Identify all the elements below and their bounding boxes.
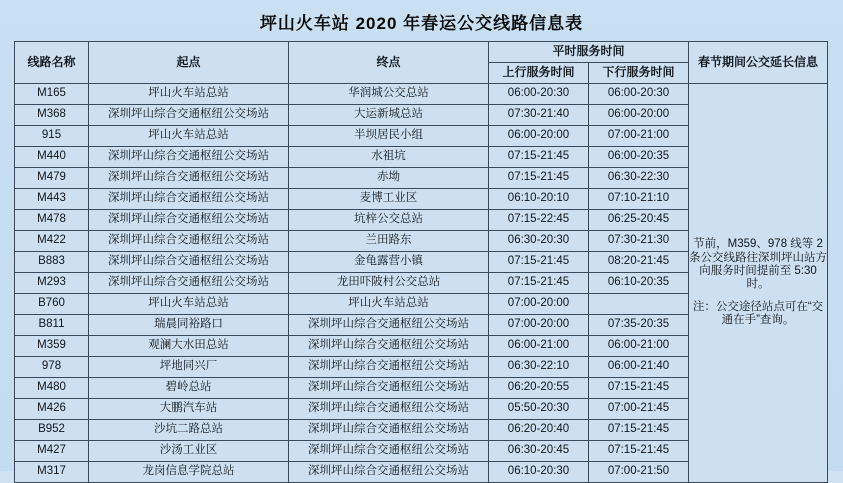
cell-up: 06:00-20:30 bbox=[489, 84, 589, 105]
cell-up: 07:15-21:45 bbox=[489, 147, 589, 168]
cell-up: 06:10-20:10 bbox=[489, 189, 589, 210]
cell-line-name: M293 bbox=[15, 273, 89, 294]
cell-up: 07:30-21:40 bbox=[489, 105, 589, 126]
cell-end: 赤坳 bbox=[289, 168, 489, 189]
cell-up: 06:20-20:40 bbox=[489, 420, 589, 441]
cell-down: 06:10-20:35 bbox=[589, 273, 689, 294]
cell-start: 沙坑二路总站 bbox=[89, 420, 289, 441]
bus-line-table bbox=[14, 41, 828, 483]
cell-down: 07:15-21:45 bbox=[589, 441, 689, 462]
cell-down: 06:00-20:00 bbox=[589, 105, 689, 126]
cell-line-name: B883 bbox=[15, 252, 89, 273]
cell-up: 07:15-21:45 bbox=[489, 252, 589, 273]
cell-down bbox=[589, 294, 689, 315]
cell-start: 大鹏汽车站 bbox=[89, 399, 289, 420]
cell-up: 07:15-22:45 bbox=[489, 210, 589, 231]
cell-up: 06:00-21:00 bbox=[489, 336, 589, 357]
cell-up: 06:20-20:55 bbox=[489, 378, 589, 399]
cell-end: 深圳坪山综合交通枢纽公交场站 bbox=[289, 357, 489, 378]
cell-start: 深圳坪山综合交通枢纽公交场站 bbox=[89, 105, 289, 126]
cell-end: 深圳坪山综合交通枢纽公交场站 bbox=[289, 315, 489, 336]
cell-up: 06:30-22:10 bbox=[489, 357, 589, 378]
cell-down: 08:20-21:45 bbox=[589, 252, 689, 273]
cell-start: 观澜大水田总站 bbox=[89, 336, 289, 357]
cell-up: 05:50-20:30 bbox=[489, 399, 589, 420]
cell-end: 深圳坪山综合交通枢纽公交场站 bbox=[289, 399, 489, 420]
cell-start: 坪山火车站总站 bbox=[89, 84, 289, 105]
cell-start: 瑞晨同裕路口 bbox=[89, 315, 289, 336]
cell-end: 深圳坪山综合交通枢纽公交场站 bbox=[289, 378, 489, 399]
cell-end: 深圳坪山综合交通枢纽公交场站 bbox=[289, 420, 489, 441]
cell-start: 深圳坪山综合交通枢纽公交场站 bbox=[89, 147, 289, 168]
cell-extension-note bbox=[689, 84, 828, 483]
cell-line-name: M426 bbox=[15, 399, 89, 420]
cell-line-name: B952 bbox=[15, 420, 89, 441]
cell-line-name: M422 bbox=[15, 231, 89, 252]
cell-down: 06:00-20:35 bbox=[589, 147, 689, 168]
cell-start: 深圳坪山综合交通枢纽公交场站 bbox=[89, 210, 289, 231]
cell-end: 深圳坪山综合交通枢纽公交场站 bbox=[289, 441, 489, 462]
cell-down: 06:00-20:30 bbox=[589, 84, 689, 105]
cell-line-name: M368 bbox=[15, 105, 89, 126]
note-paragraph-2: 注：公交途径站点可在“交通在手”查询。 bbox=[692, 301, 824, 327]
cell-up: 07:00-20:00 bbox=[489, 315, 589, 336]
cell-end: 深圳坪山综合交通枢纽公交场站 bbox=[289, 336, 489, 357]
cell-line-name: M165 bbox=[15, 84, 89, 105]
cell-down: 06:00-21:00 bbox=[589, 336, 689, 357]
cell-end: 华润城公交总站 bbox=[289, 84, 489, 105]
cell-end: 水祖坑 bbox=[289, 147, 489, 168]
cell-line-name: 978 bbox=[15, 357, 89, 378]
cell-end: 麦博工业区 bbox=[289, 189, 489, 210]
cell-end: 大运新城总站 bbox=[289, 105, 489, 126]
cell-start: 深圳坪山综合交通枢纽公交场站 bbox=[89, 189, 289, 210]
cell-end: 龙田吓陂村公交总站 bbox=[289, 273, 489, 294]
cell-line-name: M480 bbox=[15, 378, 89, 399]
cell-up: 06:00-20:00 bbox=[489, 126, 589, 147]
cell-up: 06:10-20:30 bbox=[489, 462, 589, 483]
cell-end: 深圳坪山综合交通枢纽公交场站 bbox=[289, 462, 489, 483]
cell-down: 06:25-20:45 bbox=[589, 210, 689, 231]
header-service-down: 下行服务时间 bbox=[589, 63, 689, 84]
cell-line-name: M440 bbox=[15, 147, 89, 168]
cell-down: 07:10-21:10 bbox=[589, 189, 689, 210]
cell-end: 坪山火车站总站 bbox=[289, 294, 489, 315]
cell-up: 07:15-21:45 bbox=[489, 168, 589, 189]
cell-end: 半坝居民小组 bbox=[289, 126, 489, 147]
cell-line-name: M478 bbox=[15, 210, 89, 231]
cell-line-name: B811 bbox=[15, 315, 89, 336]
header-line-name: 线路名称 bbox=[15, 42, 89, 84]
cell-down: 07:30-21:30 bbox=[589, 231, 689, 252]
cell-start: 坪山火车站总站 bbox=[89, 126, 289, 147]
cell-line-name: M317 bbox=[15, 462, 89, 483]
header-service-up: 上行服务时间 bbox=[489, 63, 589, 84]
cell-up: 07:15-21:45 bbox=[489, 273, 589, 294]
cell-down: 07:15-21:45 bbox=[589, 378, 689, 399]
cell-start: 深圳坪山综合交通枢纽公交场站 bbox=[89, 231, 289, 252]
cell-line-name: M427 bbox=[15, 441, 89, 462]
cell-down: 07:15-21:45 bbox=[589, 420, 689, 441]
cell-start: 坪地同兴厂 bbox=[89, 357, 289, 378]
cell-start: 龙岗信息学院总站 bbox=[89, 462, 289, 483]
cell-start: 深圳坪山综合交通枢纽公交场站 bbox=[89, 252, 289, 273]
cell-end: 兰田路东 bbox=[289, 231, 489, 252]
header-start: 起点 bbox=[89, 42, 289, 84]
cell-start: 深圳坪山综合交通枢纽公交场站 bbox=[89, 273, 289, 294]
cell-start: 碧岭总站 bbox=[89, 378, 289, 399]
cell-line-name: M359 bbox=[15, 336, 89, 357]
cell-up: 06:30-20:45 bbox=[489, 441, 589, 462]
cell-line-name: M479 bbox=[15, 168, 89, 189]
cell-down: 06:30-22:30 bbox=[589, 168, 689, 189]
page-title: 坪山火车站 2020 年春运公交线路信息表 bbox=[259, 14, 584, 33]
cell-up: 07:00-20:00 bbox=[489, 294, 589, 315]
cell-line-name: M443 bbox=[15, 189, 89, 210]
header-end: 终点 bbox=[289, 42, 489, 84]
cell-line-name: B760 bbox=[15, 294, 89, 315]
cell-down: 07:00-21:50 bbox=[589, 462, 689, 483]
cell-end: 金龟露营小镇 bbox=[289, 252, 489, 273]
table-header-row-1 bbox=[15, 42, 828, 63]
header-extension: 春节期间公交延长信息 bbox=[689, 42, 828, 84]
header-service-time: 平时服务时间 bbox=[489, 42, 689, 63]
cell-end: 坑梓公交总站 bbox=[289, 210, 489, 231]
table-body bbox=[15, 84, 828, 483]
cell-start: 坪山火车站总站 bbox=[89, 294, 289, 315]
cell-start: 深圳坪山综合交通枢纽公交场站 bbox=[89, 168, 289, 189]
cell-down: 07:00-21:45 bbox=[589, 399, 689, 420]
cell-down: 07:35-20:35 bbox=[589, 315, 689, 336]
cell-down: 07:00-21:00 bbox=[589, 126, 689, 147]
cell-start: 沙汤工业区 bbox=[89, 441, 289, 462]
cell-up: 06:30-20:30 bbox=[489, 231, 589, 252]
note-paragraph-1: 节前，M359、978 线等 2 条公交线路往深圳坪山站方向服务时间提前至 5:30 时。 bbox=[689, 238, 828, 290]
cell-down: 06:00-21:40 bbox=[589, 357, 689, 378]
table-row bbox=[15, 84, 828, 105]
cell-line-name: 915 bbox=[15, 126, 89, 147]
